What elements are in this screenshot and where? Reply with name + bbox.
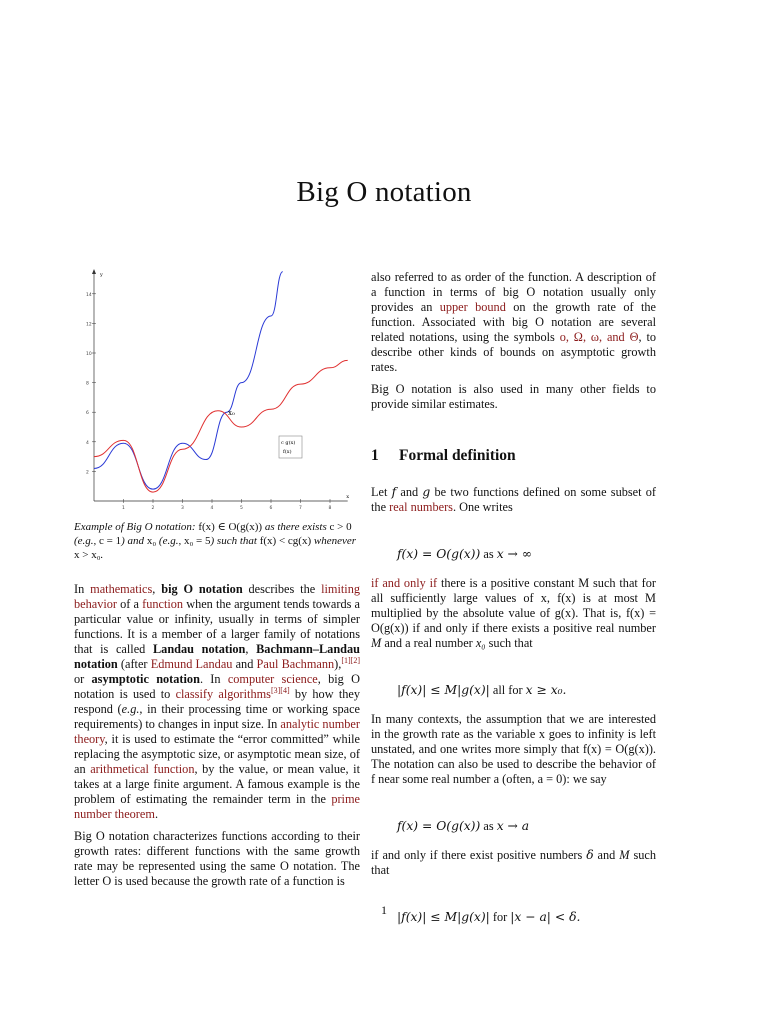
link-limiting-behavior[interactable]: limiting behavior <box>74 582 361 611</box>
delta-paragraph: if and only if there exist positive numbers δ and M such that <box>371 848 656 877</box>
y-tick-label: 2 <box>86 470 89 476</box>
f-curve <box>94 360 348 492</box>
x0-label: x₀ <box>228 409 235 417</box>
article-title: Big O notation <box>296 176 472 208</box>
order-paragraph: also referred to as order of the function. A description of a function in terms of big O notation usually only provides an upper bound on the growth rate of the function. Associated with big O notation are several related notations, using the symbols o, Ω, ω, and Θ, to describe other kinds of bounds on asymptotic growth rates. <box>371 270 657 374</box>
link-upper-bound[interactable]: upper bound <box>439 300 506 314</box>
left-column <box>74 520 360 896</box>
plot-axes <box>86 269 349 511</box>
link-function[interactable]: function <box>142 597 184 611</box>
other-fields-paragraph: Big O notation is also used in many other fields to provide similar estimates. <box>371 382 656 411</box>
y-tick-label: 4 <box>86 440 89 446</box>
link-classify-algorithms[interactable]: classify algorithms <box>175 687 271 701</box>
definition-intro-paragraph: Let f and g be two functions defined on some subset of the real numbers. One writes <box>371 485 657 514</box>
x-tick-label: 8 <box>328 506 332 511</box>
y-tick-label: 14 <box>86 292 92 298</box>
equation-bound-x0: |f(x)| ≤ M|g(x)| all for x ≥ x₀. <box>397 683 567 697</box>
link-paul-bachmann[interactable]: Paul Bachmann <box>256 657 335 671</box>
x-tick-label: 7 <box>299 506 302 511</box>
link-real-numbers[interactable]: real numbers <box>389 500 453 514</box>
right-column <box>371 270 656 939</box>
link-if-and-only-if[interactable]: if and only if <box>371 576 438 590</box>
contexts-paragraph: In many contexts, the assumption that we are interested in the growth rate as the variable x goes to infinity is left unstated, and one writes more simply that f(x) = O(g(x)). The notation can also be used to describe the behavior of f near some real number a (often, a = 0): we say <box>371 712 656 786</box>
section-heading-formal-definition: 1 Formal definition <box>371 447 516 464</box>
intro-paragraph: In mathematics, big O notation describes the limiting behavior of a function when the argument tends towards a particular value or infinity, usually in terms of simpler functions. It is a member of a larger family of notations that is called Landau notation, Bachmann–Landau notation (after Edmund Landau and Paul Bachmann),[1][2] or asymptotic notation. In computer science, big O notation is used to classify algorithms[3][4] by how they respond (e.g., in their processing time or working space requirements) to changes in input size. In analytic number theory, it is used to estimate the “error committed” while replacing the asymptotic size, or asymptotic mean size, of an arithmetical function, by the value, or mean value, it takes at a large finite argument. A famous example is the problem of estimating the remainder term in the prime number theorem. <box>74 582 361 821</box>
page-number: 1 <box>381 903 387 917</box>
x-tick-label: 6 <box>269 506 273 511</box>
x-tick-label: 3 <box>181 506 184 511</box>
equation-near-a: f(x) = O(g(x)) as x → a <box>397 819 530 833</box>
y-axis-label: y <box>100 272 103 278</box>
link-related-notations[interactable]: o, Ω, ω, and Θ <box>559 330 639 344</box>
citation-1-2[interactable]: [1][2] <box>341 655 360 665</box>
y-tick-label: 8 <box>86 381 89 387</box>
growth-rate-paragraph: Big O notation characterizes functions according to their growth rates: different functions with the same growth rate may be represented using the same O notation. The letter O is used because the growth rate of a function is <box>74 829 360 888</box>
citation-3-4[interactable]: [3][4] <box>270 685 290 695</box>
link-mathematics[interactable]: mathematics <box>90 582 153 596</box>
cg-curve <box>94 272 283 490</box>
legend-f: f(x) <box>283 449 292 455</box>
link-computer-science[interactable]: computer science <box>227 672 318 686</box>
link-prime-number-theorem[interactable]: prime number theorem <box>74 792 360 821</box>
legend-cg: c g(x) <box>281 440 296 446</box>
equation-bound-delta: |f(x)| ≤ M|g(x)| for |x − a| < δ. <box>397 910 581 924</box>
y-tick-label: 10 <box>86 352 92 357</box>
x-tick-label: 5 <box>240 506 243 511</box>
link-edmund-landau[interactable]: Edmund Landau <box>150 657 233 671</box>
y-tick-label: 12 <box>86 322 92 328</box>
x-tick-label: 1 <box>122 506 125 511</box>
link-analytic-number-theory[interactable]: analytic number theory <box>74 717 360 746</box>
x-tick-label: 4 <box>210 506 214 511</box>
y-tick-label: 6 <box>86 411 89 417</box>
link-arithmetical-function[interactable]: arithmetical function <box>90 762 195 776</box>
x-axis-label: x <box>346 494 350 500</box>
definition-paragraph: if and only if there is a positive constant M such that for all sufficiently large values of x, f(x) is at most M multiplied by the absolute value of g(x). That is, f(x) = O(g(x)) if and only if there exists a positive real number M and a real number x₀ such that <box>371 576 656 650</box>
figure-caption: Example of Big O notation: f(x) ∈ O(g(x)) as there exists c > 0 (e.g., c = 1) and x₀ (e.g., x₀ = 5) such that f(x) < cg(x) whenever x > x₀. <box>74 521 357 561</box>
big-o-plot <box>74 268 360 511</box>
x-tick-label: 2 <box>151 506 155 511</box>
equation-infinity: f(x) = O(g(x)) as x → ∞ <box>397 547 532 561</box>
